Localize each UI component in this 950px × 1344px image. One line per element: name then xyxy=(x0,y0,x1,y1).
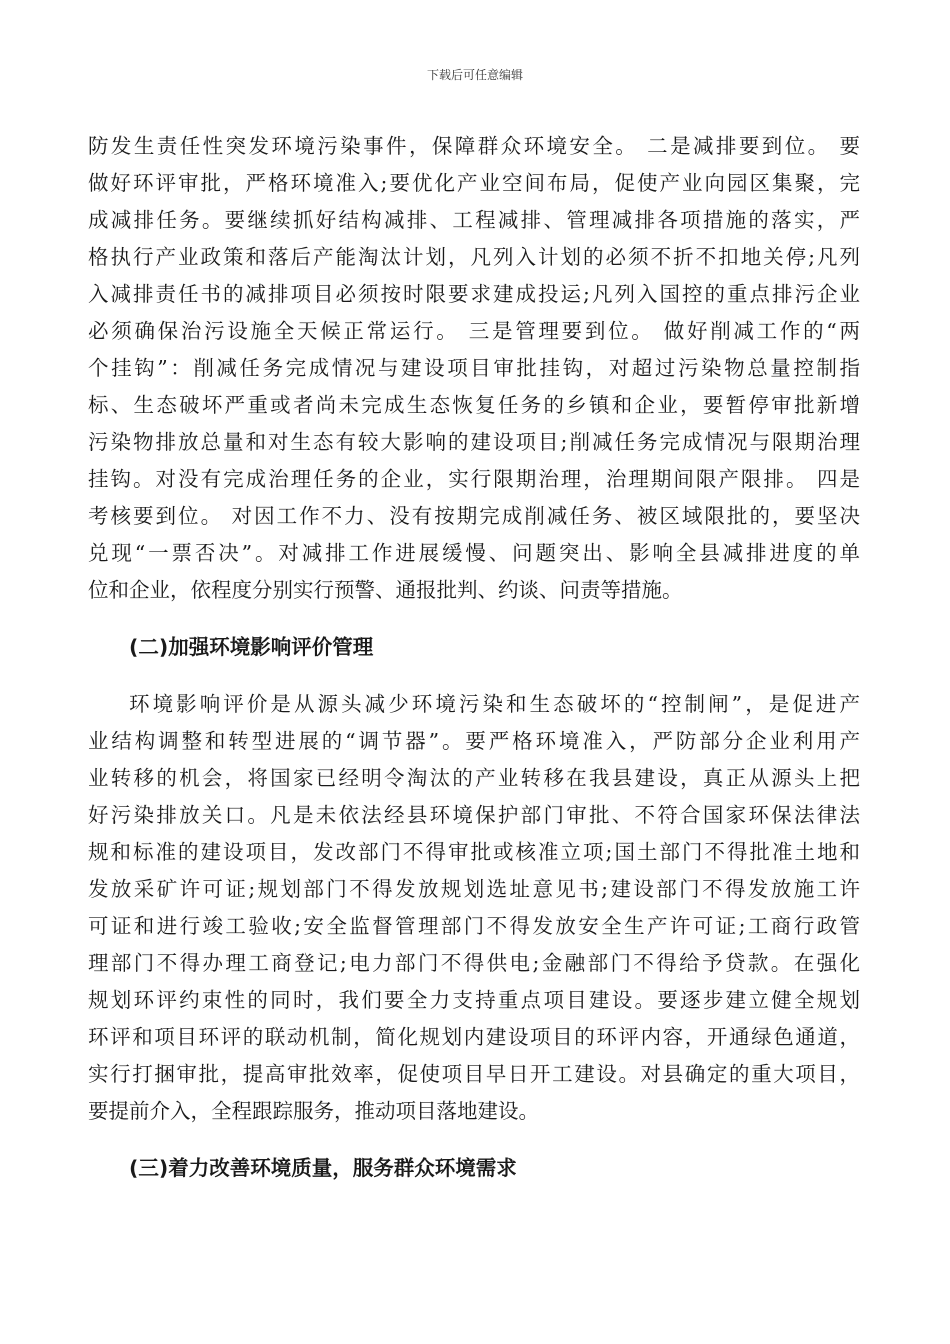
text-line: 格执行产业政策和落后产能淘汰计划，凡列入计划的必须不折不扣地关停;凡列 xyxy=(88,245,860,269)
text-line: 污染物排放总量和对生态有较大影响的建设项目;削减任务完成情况与限期治理 xyxy=(88,430,860,454)
text-line: 发放采矿许可证;规划部门不得发放规划选址意见书;建设部门不得发放施工许 xyxy=(88,877,860,901)
text-line: 位和企业，依程度分别实行预警、通报批判、约谈、问责等措施。 xyxy=(88,578,683,602)
text-line: 好污染排放关口。凡是未依法经县环境保护部门审批、不符合国家环保法律法 xyxy=(88,803,860,827)
text-line: 防发生责任性突发环境污染事件，保障群众环境安全。 二是减排要到位。 要 xyxy=(88,134,860,158)
text-line: 要提前介入，全程跟踪服务，推动项目落地建设。 xyxy=(88,1099,539,1123)
text-line: 做好环评审批，严格环境准入;要优化产业空间布局，促使产业向园区集聚，完 xyxy=(88,171,860,195)
text-line: 环评和项目环评的联动机制，简化规划内建设项目的环评内容，开通绿色通道， xyxy=(88,1025,860,1049)
text-line: 规划环评约束性的同时，我们要全力支持重点项目建设。要逐步建立健全规划 xyxy=(88,988,860,1012)
text-line: 必须确保治污设施全天候正常运行。 三是管理要到位。 做好削减工作的“两 xyxy=(88,319,860,343)
text-line: 挂钩。对没有完成治理任务的企业，实行限期治理，治理期间限产限排。 四是 xyxy=(88,467,860,491)
paragraph-emission-reduction xyxy=(88,128,860,609)
text-line: 考核要到位。 对因工作不力、没有按期完成削减任务、被区域限批的，要坚决 xyxy=(88,504,860,528)
section-heading-environment-quality: (三)着力改善环境质量，服务群众环境需求 xyxy=(129,1156,517,1180)
text-line: 可证和进行竣工验收;安全监督管理部门不得发放安全生产许可证;工商行政管 xyxy=(88,914,860,938)
text-line: 实行打捆审批，提高审批效率，促使项目早日开工建设。对县确定的重大项目， xyxy=(88,1062,860,1086)
page-header-note: 下载后可任意编辑 xyxy=(426,68,523,82)
text-line: 环境影响评价是从源头减少环境污染和生态破坏的“控制闸”，是促进产 xyxy=(129,692,860,716)
text-line: 入减排责任书的减排项目必须按时限要求建成投运;凡列入国控的重点排污企业 xyxy=(88,282,860,306)
paragraph-eia xyxy=(88,686,860,1130)
text-line: 业结构调整和转型进展的“调节器”。要严格环境准入，严防部分企业利用产 xyxy=(88,729,860,753)
text-line: 理部门不得办理工商登记;电力部门不得供电;金融部门不得给予贷款。在强化 xyxy=(88,951,860,975)
text-line: 成减排任务。要继续抓好结构减排、工程减排、管理减排各项措施的落实，严 xyxy=(88,208,860,232)
section-heading-eia: (二)加强环境影响评价管理 xyxy=(129,635,374,659)
text-line: 规和标准的建设项目，发改部门不得审批或核准立项;国土部门不得批准土地和 xyxy=(88,840,860,864)
text-line: 业转移的机会，将国家已经明令淘汰的产业转移在我县建设，真正从源头上把 xyxy=(88,766,860,790)
text-line: 兑现“一票否决”。对减排工作进展缓慢、问题突出、影响全县减排进度的单 xyxy=(88,541,860,565)
text-line: 个挂钩”：削减任务完成情况与建设项目审批挂钩，对超过污染物总量控制指 xyxy=(88,356,860,380)
document-body xyxy=(88,128,860,1187)
text-line: 标、生态破坏严重或者尚未完成生态恢复任务的乡镇和企业，要暂停审批新增 xyxy=(88,393,860,417)
